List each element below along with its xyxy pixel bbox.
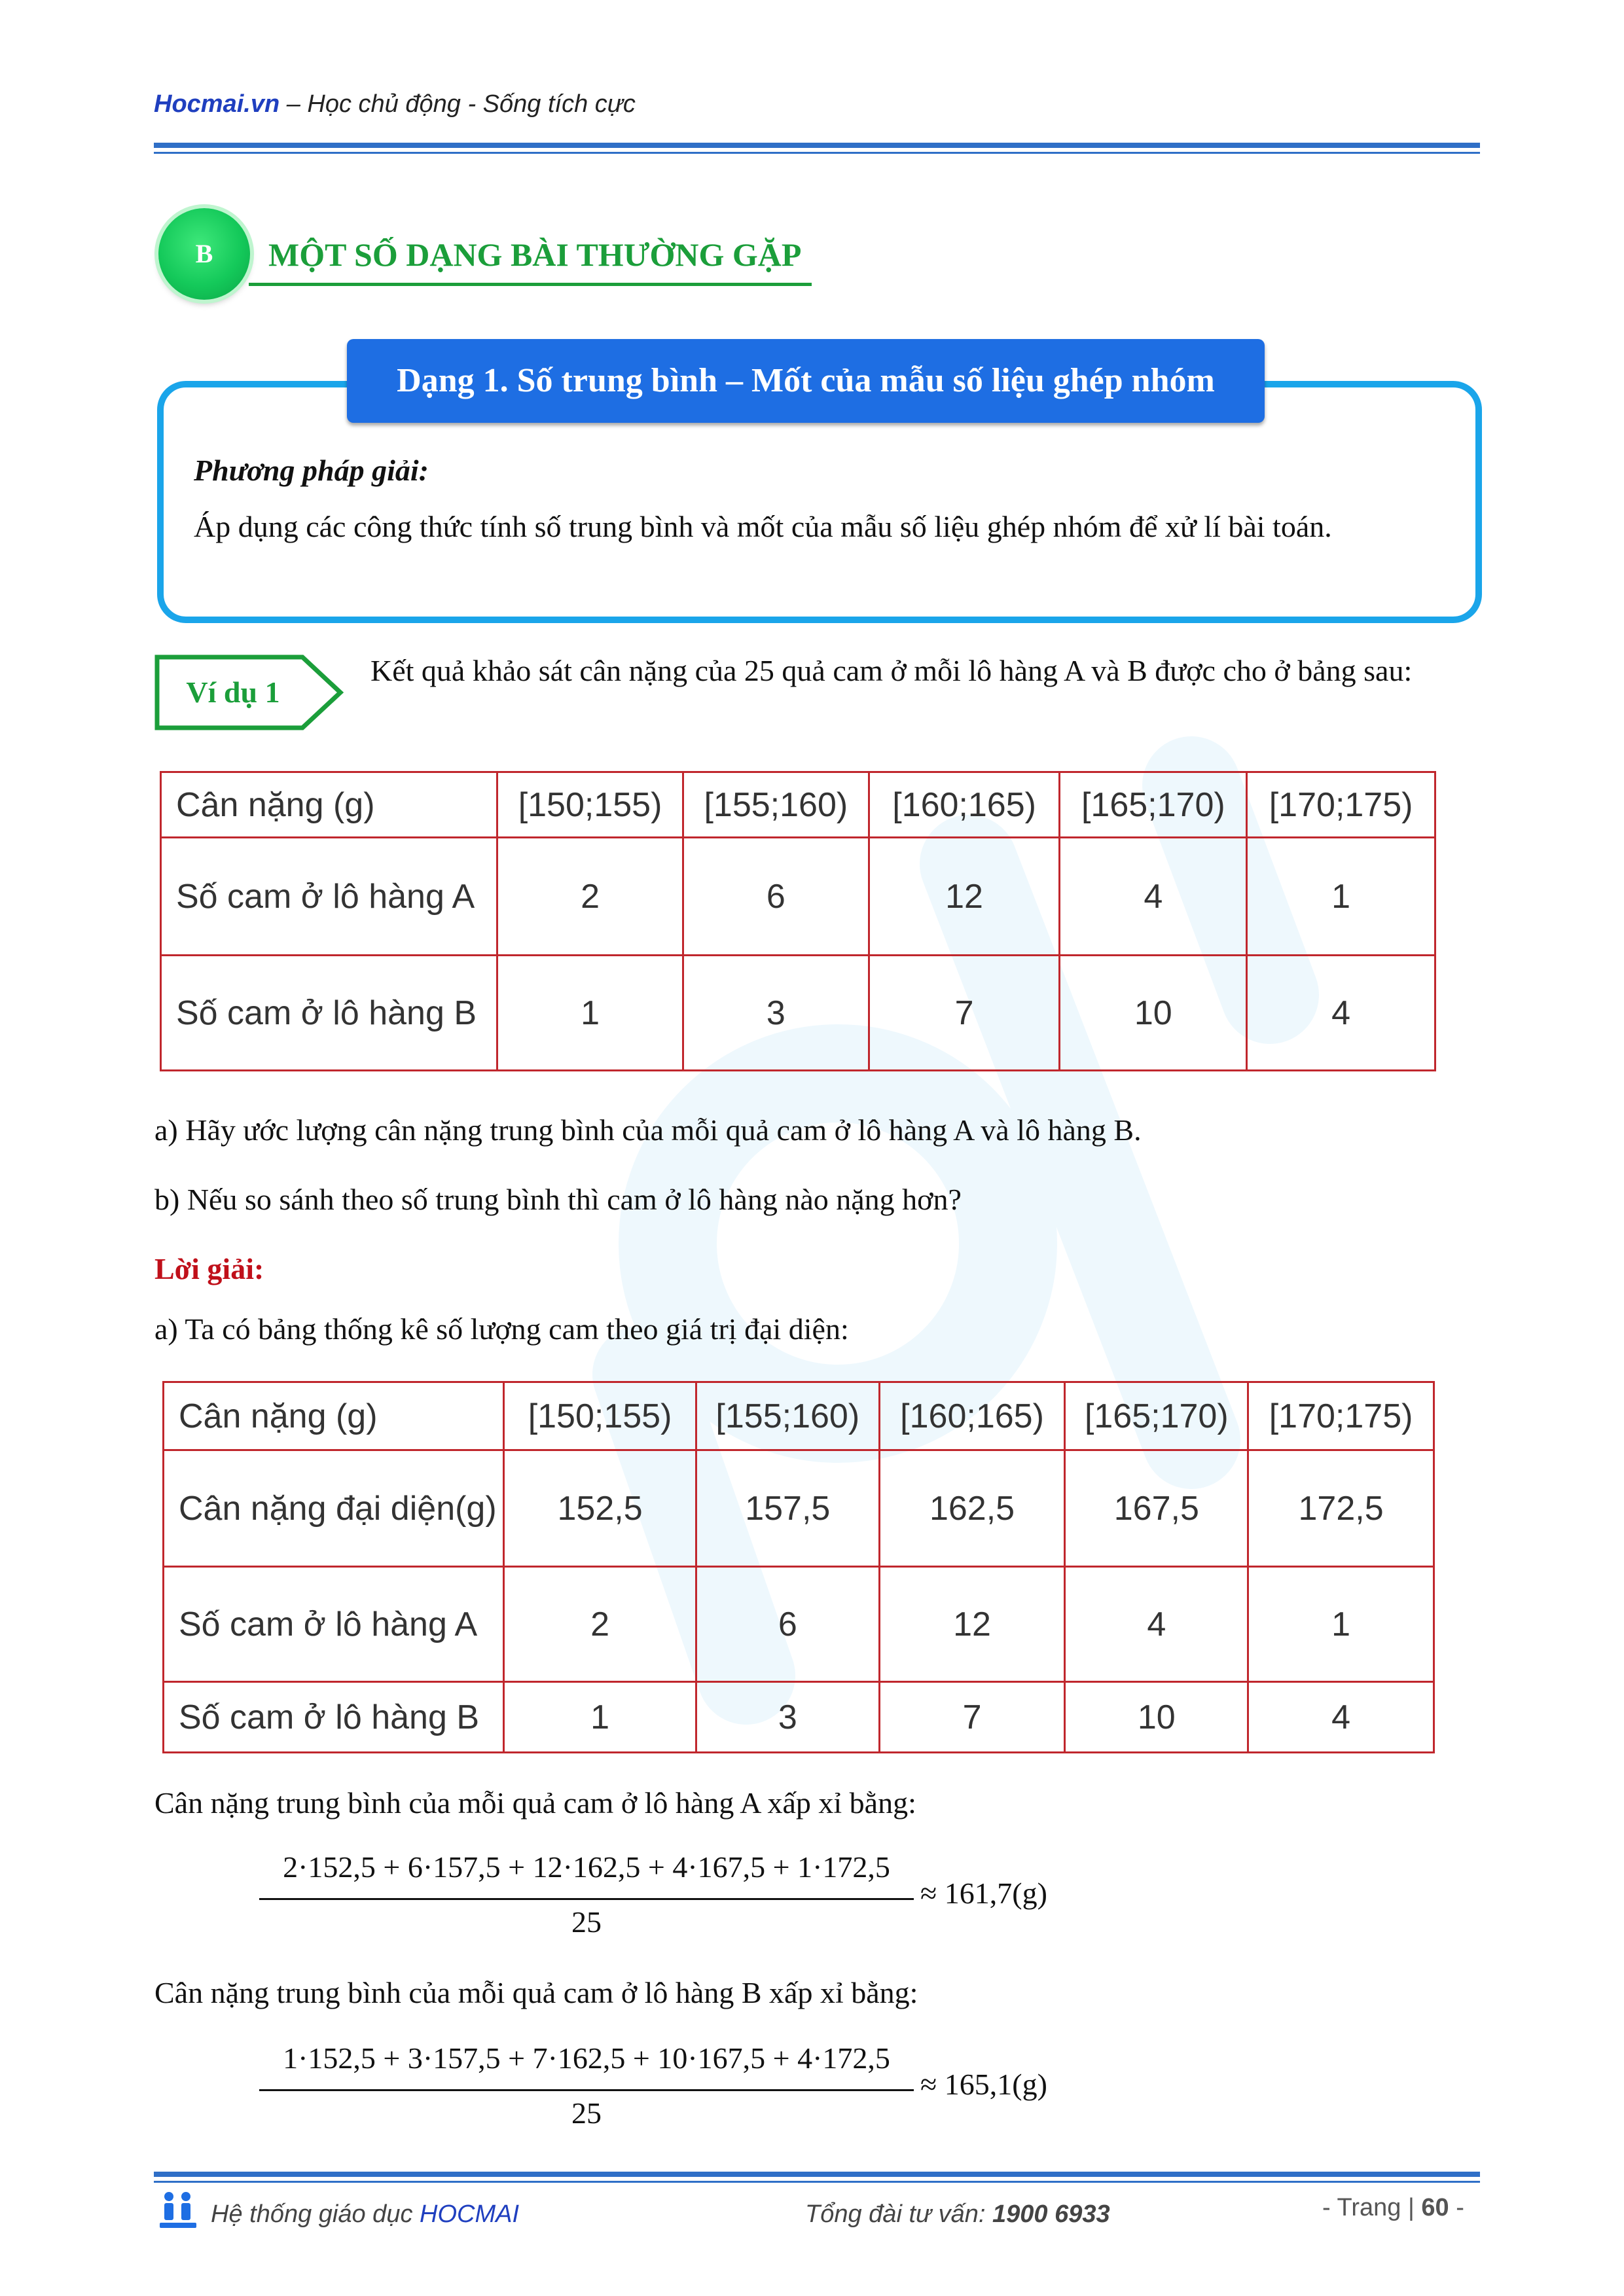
table-cell: [150;155) xyxy=(504,1382,696,1450)
table-cell: Số cam ở lô hàng A xyxy=(161,838,497,956)
section-badge xyxy=(158,208,250,300)
page-end: - xyxy=(1449,2194,1464,2221)
example-statement: Kết quả khảo sát cân nặng của 25 quả cam ở mỗi lô hàng A và B được cho ở bảng sau: xyxy=(370,654,1413,687)
mean-b-numerator: 1·152,5 + 3·157,5 + 7·162,5 + 10·167,5 + 4·172,5 xyxy=(283,2041,890,2075)
table-cell: Cân nặng (g) xyxy=(164,1382,504,1450)
footer-system-text: Hệ thống giáo dục xyxy=(211,2200,420,2228)
section-badge-letter: B xyxy=(195,239,213,268)
method-label: Phương pháp giải: xyxy=(194,454,429,487)
table-cell: 4 xyxy=(1248,1682,1434,1753)
table-cell: 6 xyxy=(696,1567,879,1682)
table-cell: [160;165) xyxy=(879,1382,1065,1450)
footer-hotline xyxy=(805,2200,1110,2229)
question-b: b) Nếu so sánh theo số trung bình thì cam ở lô hàng nào nặng hơn? xyxy=(154,1183,962,1216)
table-cell: 6 xyxy=(683,838,869,956)
table-cell: [150;155) xyxy=(497,772,683,838)
table-cell: 4 xyxy=(1247,956,1435,1071)
solution-intro: a) Ta có bảng thống kê số lượng cam theo giá trị đại diện: xyxy=(154,1312,849,1346)
page-header xyxy=(154,90,636,118)
table-cell: 7 xyxy=(869,956,1060,1071)
table-cell: [160;165) xyxy=(869,772,1060,838)
table-cell: [155;160) xyxy=(683,772,869,838)
table-cell: 1 xyxy=(497,956,683,1071)
hocmai-logo-icon xyxy=(156,2189,200,2232)
table-cell: 1 xyxy=(1248,1567,1434,1682)
table-cell: [170;175) xyxy=(1247,772,1435,838)
header-rule-thin xyxy=(154,152,1480,154)
footer-hotline-label: Tổng đài tư vấn: xyxy=(805,2200,993,2228)
footer-rule xyxy=(154,2172,1480,2177)
mean-b-text: Cân nặng trung bình của mỗi quả cam ở lô hàng B xấp xỉ bằng: xyxy=(154,1976,918,2009)
mean-b-denominator: 25 xyxy=(571,2096,602,2130)
table-cell: 162,5 xyxy=(879,1450,1065,1567)
header-rule xyxy=(154,143,1480,148)
method-text: Áp dụng các công thức tính số trung bình và mốt của mẫu số liệu ghép nhóm để xử lí bài toán. xyxy=(194,510,1332,543)
table-cell: 12 xyxy=(869,838,1060,956)
mean-a-result: ≈ 161,7(g) xyxy=(920,1876,1047,1910)
table-cell: 4 xyxy=(1065,1567,1248,1682)
table-cell: 172,5 xyxy=(1248,1450,1434,1567)
table-row xyxy=(161,838,1435,956)
section-title: MỘT SỐ DẠNG BÀI THƯỜNG GẶP xyxy=(268,236,802,273)
table-cell: 157,5 xyxy=(696,1450,879,1567)
footer-brand: HOCMAI xyxy=(420,2200,520,2228)
table-cell: 3 xyxy=(683,956,869,1071)
table-cell: 12 xyxy=(879,1567,1065,1682)
section-title-underline xyxy=(249,283,812,286)
table-cell: [165;170) xyxy=(1065,1382,1248,1450)
solution-label: Lời giải: xyxy=(154,1252,264,1285)
footer-hotline-number: 1900 6933 xyxy=(992,2200,1110,2228)
table-header-row xyxy=(164,1382,1434,1450)
table-cell: 2 xyxy=(504,1567,696,1682)
page-label: - Trang | xyxy=(1322,2194,1422,2221)
table-cell: Số cam ở lô hàng B xyxy=(164,1682,504,1753)
mean-a-numerator: 2·152,5 + 6·157,5 + 12·162,5 + 4·167,5 + 1·172,5 xyxy=(283,1850,890,1884)
table-cell: 10 xyxy=(1065,1682,1248,1753)
table-header-row xyxy=(161,772,1435,838)
page-number-value: 60 xyxy=(1421,2194,1449,2221)
page-number xyxy=(1322,2194,1464,2222)
header-brand: Hocmai.vn xyxy=(154,90,280,118)
table-cell: 10 xyxy=(1060,956,1247,1071)
table-cell: 2 xyxy=(497,838,683,956)
footer-rule-thin xyxy=(154,2181,1480,2183)
table-cell: 167,5 xyxy=(1065,1450,1248,1567)
table-row xyxy=(164,1450,1434,1567)
header-tagline: – Học chủ động - Sống tích cực xyxy=(280,90,636,118)
table-cell: Số cam ở lô hàng B xyxy=(161,956,497,1071)
table-row xyxy=(161,956,1435,1071)
table-cell: 7 xyxy=(879,1682,1065,1753)
mean-a-denominator: 25 xyxy=(571,1905,602,1939)
mean-b-result: ≈ 165,1(g) xyxy=(920,2068,1047,2101)
table-cell: 4 xyxy=(1060,838,1247,956)
table-cell: [155;160) xyxy=(696,1382,879,1450)
table-row xyxy=(164,1567,1434,1682)
table-cell: Cân nặng (g) xyxy=(161,772,497,838)
mean-a-text: Cân nặng trung bình của mỗi quả cam ở lô hàng A xấp xỉ bằng: xyxy=(154,1786,916,1820)
method-title: Dạng 1. Số trung bình – Mốt của mẫu số liệu ghép nhóm xyxy=(397,362,1215,399)
table-cell: 1 xyxy=(504,1682,696,1753)
data-table-2 xyxy=(162,1381,1435,1753)
mean-a-fraction-line xyxy=(259,1898,914,1900)
data-table-1 xyxy=(160,771,1436,1071)
question-a: a) Hãy ước lượng cân nặng trung bình của mỗi quả cam ở lô hàng A và lô hàng B. xyxy=(154,1113,1142,1147)
table-cell: 152,5 xyxy=(504,1450,696,1567)
mean-b-fraction-line xyxy=(259,2089,914,2091)
table-cell: [165;170) xyxy=(1060,772,1247,838)
table-row xyxy=(164,1682,1434,1753)
example-tag: Ví dụ 1 xyxy=(186,675,280,709)
table-cell: [170;175) xyxy=(1248,1382,1434,1450)
table-cell: 3 xyxy=(696,1682,879,1753)
table-cell: Số cam ở lô hàng A xyxy=(164,1567,504,1682)
table-cell: 1 xyxy=(1247,838,1435,956)
table-cell: Cân nặng đại diện(g) xyxy=(164,1450,504,1567)
footer-system xyxy=(211,2200,519,2229)
